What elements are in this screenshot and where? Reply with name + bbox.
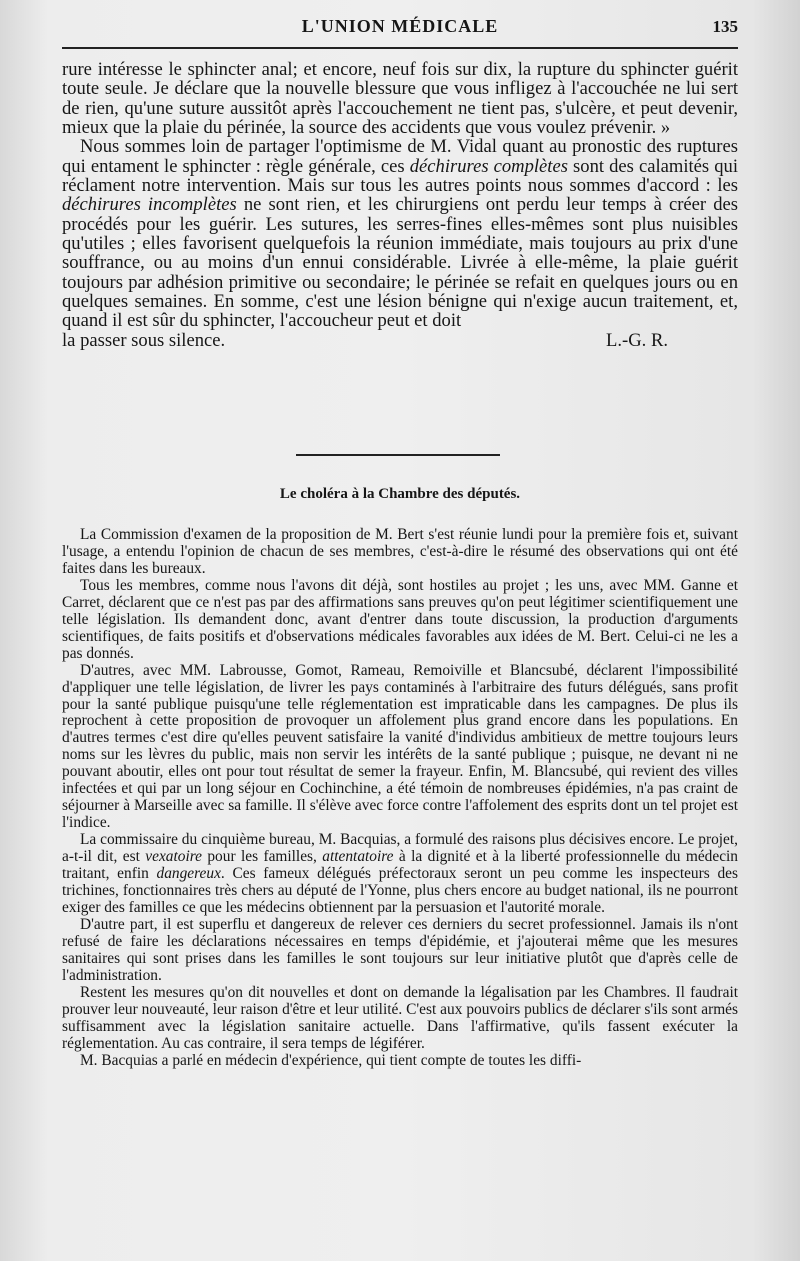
running-header	[62, 14, 738, 42]
paragraph: Tous les membres, comme nous l'avons dit déjà, sont hostiles au projet ; les uns, avec MM. Ganne et Carret, déclarent que ce n'est pas par des affirmations sans preuves qu'on peut légitimer scientifiquement une telle législation. Ils demandent donc, avant d'entrer dans toute discussion, la production d'arguments scientifiques, de faits positifs et d'observations médicales favorables aux idées de M. Bert. Celui-ci ne les a pas donnés.	[62, 576, 738, 662]
article-title: Le choléra à la Chambre des députés.	[279, 486, 521, 502]
paragraph: M. Bacquias a parlé en médecin d'expérience, qui tient compte de toutes les diffi-	[80, 1051, 582, 1069]
closing-line	[62, 331, 738, 350]
text-run: à la dignité et à la liberté professionnelle du médecin traitant, enfin	[62, 848, 738, 883]
text-run: sont des calamités qui réclament notre intervention. Mais sur tous les autres points nous sommes d'accord : les	[62, 155, 738, 197]
page-number: 135	[712, 17, 738, 36]
text-run: La commissaire du cinquième bureau, M. Bacquias, a formulé des raisons plus décisives encore. Le projet, a-t-il dit, est	[62, 831, 738, 866]
italic-text: vexatoire	[145, 848, 202, 866]
italic-text: déchirures complètes	[409, 155, 568, 177]
author-signature: L.-G. R.	[606, 329, 668, 351]
text-run: ne sont rien, et les chirurgiens ont perdu leur temps à créer des procédés pour les guérir. Les sutures, les serres-fines elles-mêmes sont plus nuisibles qu'utiles ; elles favorisent quelquefois la réunion immédiate, mais toujours au prix d'une souffrance, ou au moins d'un ennui considérable. Livrée à elle-même, la plaie guérit toujours par adhésion primitive ou secondaire; le périnée se refait en quelques jours ou en quelques semaines. En somme, c'est une lésion bénigne qui n'exige aucun traitement, et, quand il est sûr du sphincter, l'accoucheur peut et doit	[62, 194, 738, 332]
paragraph: D'autres, avec MM. Labrousse, Gomot, Rameau, Remoiville et Blancsubé, déclarent l'impossibilité d'appliquer une telle législation, de livrer les pays contaminés à l'arbitraire des futurs délégués, sans profit pour la santé publique puisqu'une telle réglementation est impraticable dans les campagnes. De plus ils reprochent à cette proposition de provoquer un affolement plus grand encore dans les populations. En d'autres termes c'est dire qu'elles peuvent satisfaire la vanité d'individus ambitieux de mettre toujours leurs noms sur les lèvres du public, mais non servir les intérêts de la santé publique ; puisque, ne devant ni ne pouvant aboutir, elles ont pour tout résultat de semer la frayeur. Enfin, M. Blancsubé, qui revient des villes infectées et qui par un long séjour en Cochinchine, a été témoin de nombreuses épidémies, n'a pas craint de séjourner à Marseille avec sa famille. Il s'élève avec force contre l'affolement des esprits dont un tel projet est l'indice.	[62, 661, 738, 832]
header-rule	[62, 47, 738, 49]
text-run: pour les familles,	[201, 848, 323, 866]
section-separator	[296, 454, 500, 456]
paragraph: D'autre part, il est superflu et dangereux de relever ces derniers du secret professionnel. Jamais ils n'ont refusé de faire les déclarations nécessaires en temps d'épidémie, et j'ajouterai même que les mesures sanitaires qui sont prises dans les familles le sont toujours sur leur initiative plutôt que d'après celle de l'administration.	[62, 915, 738, 984]
paragraph	[62, 832, 738, 917]
journal-title: L'UNION MÉDICALE	[301, 16, 499, 36]
paragraph: rure intéresse le sphincter anal; et encore, neuf fois sur dix, la rupture du sphincter guérit toute seule. Je déclare que la nouvelle blessure que vous infligez à l'accouchée ne lui sert de rien, qu'une suture aussitôt après l'accouchement ne tient pas, s'ulcère, et peut devenir, mieux que la plaie du périnée, la source des accidents que vous voulez prévenir. »	[62, 59, 738, 139]
previous-article-text	[62, 60, 738, 350]
paragraph: La Commission d'examen de la proposition de M. Bert s'est réunie lundi pour la première fois et, suivant l'usage, a entendu l'opinion de chacun de ses membres, c'est-à-dire le résumé des observations qui ont été faites dans les bureaux.	[62, 526, 738, 577]
article-body	[62, 527, 738, 1070]
text-run: Nous sommes loin de partager l'optimisme de M. Vidal quant au pronostic des ruptures qui entament le sphincter : règle générale, ces	[62, 136, 738, 177]
text-run: la passer sous silence.	[62, 329, 226, 351]
text-run: . Ces fameux délégués préfectoraux seront un peu comme les inspecteurs des trichines, fonctionnaires très chers au député de l'Yonne, plus chers encore au budget national, ils ne pourront exiger des familles ce que les médecins obtiennent par la persuasion et l'autorité morale.	[62, 865, 738, 916]
paragraph: Restent les mesures qu'on dit nouvelles et dont on demande la légalisation par les Chambres. Il faudrait prouver leur nouveauté, leur raison d'être et leur utilité. C'est aux pouvoirs publics de déclarer s'ils sont armés suffisamment avec la législation sanitaire actuelle. Dans l'affirmative, qu'ils fassent exécuter la réglementation. Au cas contraire, il sera temps de légiférer.	[62, 983, 738, 1052]
italic-text: attentatoire	[322, 848, 394, 866]
italic-text: déchirures incomplètes	[62, 194, 237, 216]
paragraph	[62, 137, 738, 330]
italic-text: dangereux	[156, 865, 221, 883]
